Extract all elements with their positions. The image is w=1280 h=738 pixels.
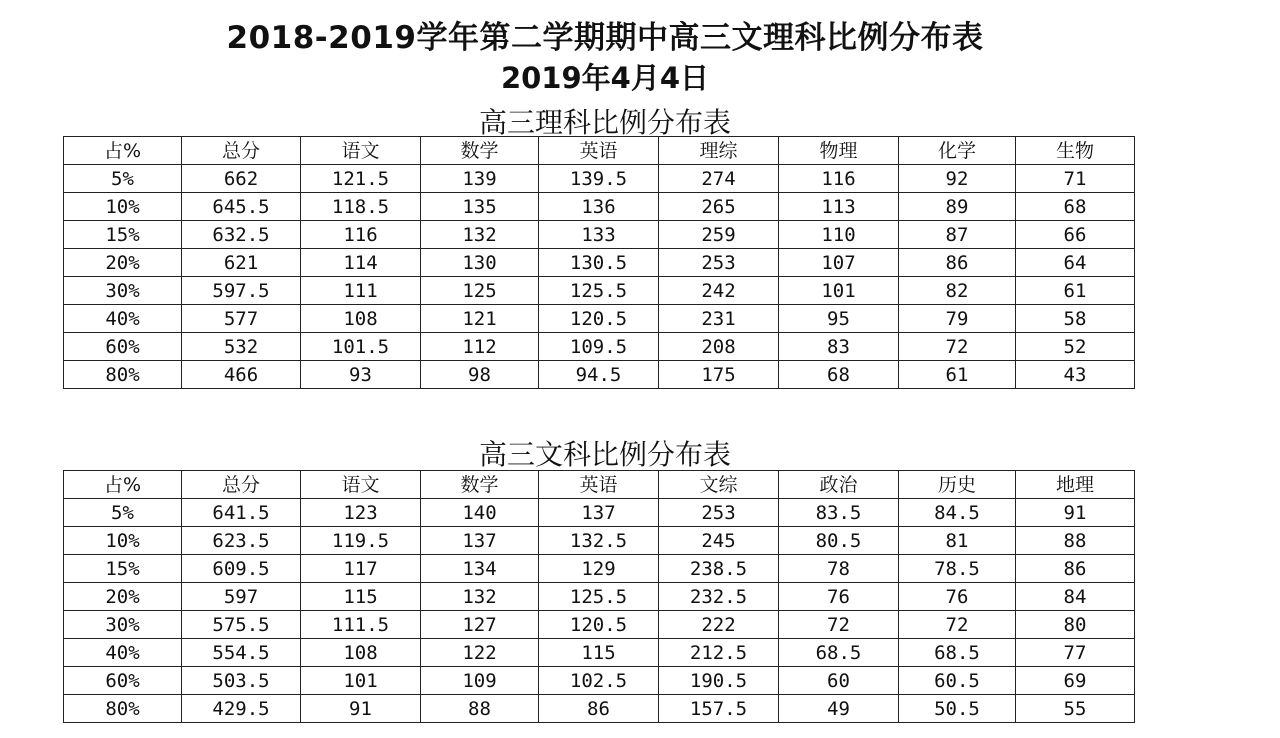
score-cell: 157.5 — [659, 695, 779, 723]
percent-cell: 60% — [64, 667, 182, 695]
score-cell: 108 — [301, 305, 421, 333]
percent-cell: 30% — [64, 611, 182, 639]
score-cell: 112 — [421, 333, 539, 361]
score-cell: 66 — [1016, 221, 1135, 249]
percent-cell: 15% — [64, 221, 182, 249]
score-cell: 120.5 — [539, 611, 659, 639]
score-cell: 122 — [421, 639, 539, 667]
score-cell: 69 — [1016, 667, 1135, 695]
column-header-chinese: 语文 — [301, 471, 421, 499]
score-cell: 208 — [659, 333, 779, 361]
percent-cell: 40% — [64, 305, 182, 333]
score-cell: 84.5 — [899, 499, 1016, 527]
score-cell: 135 — [421, 193, 539, 221]
score-cell: 71 — [1016, 165, 1135, 193]
column-header-geography: 地理 — [1016, 471, 1135, 499]
table-row — [64, 583, 1135, 611]
score-cell: 125.5 — [539, 277, 659, 305]
score-cell: 645.5 — [182, 193, 301, 221]
score-cell: 91 — [301, 695, 421, 723]
score-cell: 466 — [182, 361, 301, 389]
score-cell: 242 — [659, 277, 779, 305]
column-header-total: 总分 — [182, 471, 301, 499]
percent-cell: 10% — [64, 527, 182, 555]
score-cell: 429.5 — [182, 695, 301, 723]
percent-cell: 60% — [64, 333, 182, 361]
table-row — [64, 361, 1135, 389]
score-cell: 68.5 — [899, 639, 1016, 667]
score-cell: 68.5 — [779, 639, 899, 667]
score-cell: 49 — [779, 695, 899, 723]
score-cell: 93 — [301, 361, 421, 389]
score-cell: 632.5 — [182, 221, 301, 249]
score-cell: 76 — [779, 583, 899, 611]
percent-cell: 40% — [64, 639, 182, 667]
score-cell: 253 — [659, 499, 779, 527]
science-distribution-table — [63, 136, 1135, 389]
score-cell: 76 — [899, 583, 1016, 611]
score-cell: 64 — [1016, 249, 1135, 277]
score-cell: 72 — [899, 611, 1016, 639]
score-cell: 83.5 — [779, 499, 899, 527]
score-cell: 113 — [779, 193, 899, 221]
score-cell: 130.5 — [539, 249, 659, 277]
score-cell: 88 — [1016, 527, 1135, 555]
score-cell: 89 — [899, 193, 1016, 221]
score-cell: 137 — [421, 527, 539, 555]
score-cell: 92 — [899, 165, 1016, 193]
score-cell: 52 — [1016, 333, 1135, 361]
score-cell: 132.5 — [539, 527, 659, 555]
score-cell: 245 — [659, 527, 779, 555]
score-cell: 121.5 — [301, 165, 421, 193]
score-cell: 134 — [421, 555, 539, 583]
score-cell: 597 — [182, 583, 301, 611]
document-date: 2019年4月4日 — [500, 61, 710, 95]
score-cell: 175 — [659, 361, 779, 389]
score-cell: 116 — [301, 221, 421, 249]
table-row — [64, 333, 1135, 361]
score-cell: 662 — [182, 165, 301, 193]
table-row — [64, 611, 1135, 639]
score-cell: 87 — [899, 221, 1016, 249]
score-cell: 83 — [779, 333, 899, 361]
score-cell: 72 — [779, 611, 899, 639]
score-cell: 115 — [301, 583, 421, 611]
column-header-chemistry: 化学 — [899, 137, 1016, 165]
column-header-history: 历史 — [899, 471, 1016, 499]
score-cell: 222 — [659, 611, 779, 639]
score-cell: 253 — [659, 249, 779, 277]
table-row — [64, 165, 1135, 193]
score-cell: 265 — [659, 193, 779, 221]
score-cell: 86 — [539, 695, 659, 723]
score-cell: 94.5 — [539, 361, 659, 389]
liberal-distribution-table — [63, 470, 1135, 723]
score-cell: 109 — [421, 667, 539, 695]
score-cell: 119.5 — [301, 527, 421, 555]
score-cell: 132 — [421, 583, 539, 611]
score-cell: 554.5 — [182, 639, 301, 667]
column-header-math: 数学 — [421, 137, 539, 165]
percent-cell: 30% — [64, 277, 182, 305]
percent-cell: 80% — [64, 695, 182, 723]
score-cell: 575.5 — [182, 611, 301, 639]
score-cell: 129 — [539, 555, 659, 583]
table-row — [64, 667, 1135, 695]
column-header-english: 英语 — [539, 137, 659, 165]
percent-cell: 5% — [64, 165, 182, 193]
percent-cell: 10% — [64, 193, 182, 221]
score-cell: 136 — [539, 193, 659, 221]
score-cell: 621 — [182, 249, 301, 277]
score-cell: 95 — [779, 305, 899, 333]
score-cell: 68 — [1016, 193, 1135, 221]
column-header-chinese: 语文 — [301, 137, 421, 165]
column-header-physics: 物理 — [779, 137, 899, 165]
score-cell: 115 — [539, 639, 659, 667]
score-cell: 623.5 — [182, 527, 301, 555]
score-cell: 101.5 — [301, 333, 421, 361]
score-cell: 274 — [659, 165, 779, 193]
percent-cell: 20% — [64, 583, 182, 611]
score-cell: 61 — [899, 361, 1016, 389]
table-row — [64, 499, 1135, 527]
table-header-row — [64, 471, 1135, 499]
column-header-english: 英语 — [539, 471, 659, 499]
score-cell: 121 — [421, 305, 539, 333]
column-header-math: 数学 — [421, 471, 539, 499]
percent-cell: 5% — [64, 499, 182, 527]
score-cell: 132 — [421, 221, 539, 249]
document-title: 2018-2019学年第二学期期中高三文理科比例分布表 — [226, 20, 984, 56]
score-cell: 60 — [779, 667, 899, 695]
score-cell: 101 — [301, 667, 421, 695]
score-cell: 84 — [1016, 583, 1135, 611]
science-table-body — [64, 165, 1135, 389]
score-cell: 238.5 — [659, 555, 779, 583]
score-cell: 130 — [421, 249, 539, 277]
score-cell: 190.5 — [659, 667, 779, 695]
score-cell: 111.5 — [301, 611, 421, 639]
score-cell: 212.5 — [659, 639, 779, 667]
score-cell: 123 — [301, 499, 421, 527]
score-cell: 532 — [182, 333, 301, 361]
column-header-science-combined: 理综 — [659, 137, 779, 165]
score-cell: 120.5 — [539, 305, 659, 333]
score-cell: 80.5 — [779, 527, 899, 555]
liberal-table-title: 高三文科比例分布表 — [478, 438, 731, 471]
score-cell: 77 — [1016, 639, 1135, 667]
score-cell: 81 — [899, 527, 1016, 555]
score-cell: 125 — [421, 277, 539, 305]
score-cell: 91 — [1016, 499, 1135, 527]
score-cell: 118.5 — [301, 193, 421, 221]
score-cell: 102.5 — [539, 667, 659, 695]
score-cell: 116 — [779, 165, 899, 193]
table-row — [64, 221, 1135, 249]
table-row — [64, 193, 1135, 221]
table-row — [64, 527, 1135, 555]
score-cell: 82 — [899, 277, 1016, 305]
score-cell: 60.5 — [899, 667, 1016, 695]
percent-cell: 80% — [64, 361, 182, 389]
score-cell: 503.5 — [182, 667, 301, 695]
column-header-percent: 占% — [64, 137, 182, 165]
score-cell: 259 — [659, 221, 779, 249]
column-header-percent: 占% — [64, 471, 182, 499]
score-cell: 232.5 — [659, 583, 779, 611]
score-cell: 127 — [421, 611, 539, 639]
table-row — [64, 695, 1135, 723]
score-cell: 108 — [301, 639, 421, 667]
score-cell: 61 — [1016, 277, 1135, 305]
score-cell: 55 — [1016, 695, 1135, 723]
score-cell: 114 — [301, 249, 421, 277]
score-cell: 88 — [421, 695, 539, 723]
score-cell: 78.5 — [899, 555, 1016, 583]
table-header-row — [64, 137, 1135, 165]
science-table-title: 高三理科比例分布表 — [478, 106, 731, 139]
score-cell: 98 — [421, 361, 539, 389]
score-cell: 139.5 — [539, 165, 659, 193]
table-row — [64, 249, 1135, 277]
percent-cell: 15% — [64, 555, 182, 583]
score-cell: 80 — [1016, 611, 1135, 639]
score-cell: 641.5 — [182, 499, 301, 527]
score-cell: 107 — [779, 249, 899, 277]
score-cell: 86 — [899, 249, 1016, 277]
score-cell: 43 — [1016, 361, 1135, 389]
column-header-total: 总分 — [182, 137, 301, 165]
score-cell: 137 — [539, 499, 659, 527]
score-cell: 79 — [899, 305, 1016, 333]
table-row — [64, 277, 1135, 305]
score-cell: 68 — [779, 361, 899, 389]
score-cell: 577 — [182, 305, 301, 333]
score-cell: 140 — [421, 499, 539, 527]
column-header-politics: 政治 — [779, 471, 899, 499]
score-cell: 72 — [899, 333, 1016, 361]
column-header-biology: 生物 — [1016, 137, 1135, 165]
score-cell: 609.5 — [182, 555, 301, 583]
score-cell: 231 — [659, 305, 779, 333]
score-cell: 597.5 — [182, 277, 301, 305]
score-cell: 58 — [1016, 305, 1135, 333]
score-cell: 86 — [1016, 555, 1135, 583]
score-cell: 133 — [539, 221, 659, 249]
table-row — [64, 555, 1135, 583]
score-cell: 109.5 — [539, 333, 659, 361]
score-cell: 139 — [421, 165, 539, 193]
score-cell: 111 — [301, 277, 421, 305]
table-row — [64, 305, 1135, 333]
score-cell: 110 — [779, 221, 899, 249]
percent-cell: 20% — [64, 249, 182, 277]
score-cell: 78 — [779, 555, 899, 583]
table-row — [64, 639, 1135, 667]
score-cell: 50.5 — [899, 695, 1016, 723]
column-header-liberal-combined: 文综 — [659, 471, 779, 499]
score-cell: 101 — [779, 277, 899, 305]
score-cell: 117 — [301, 555, 421, 583]
score-cell: 125.5 — [539, 583, 659, 611]
liberal-table-body — [64, 499, 1135, 723]
